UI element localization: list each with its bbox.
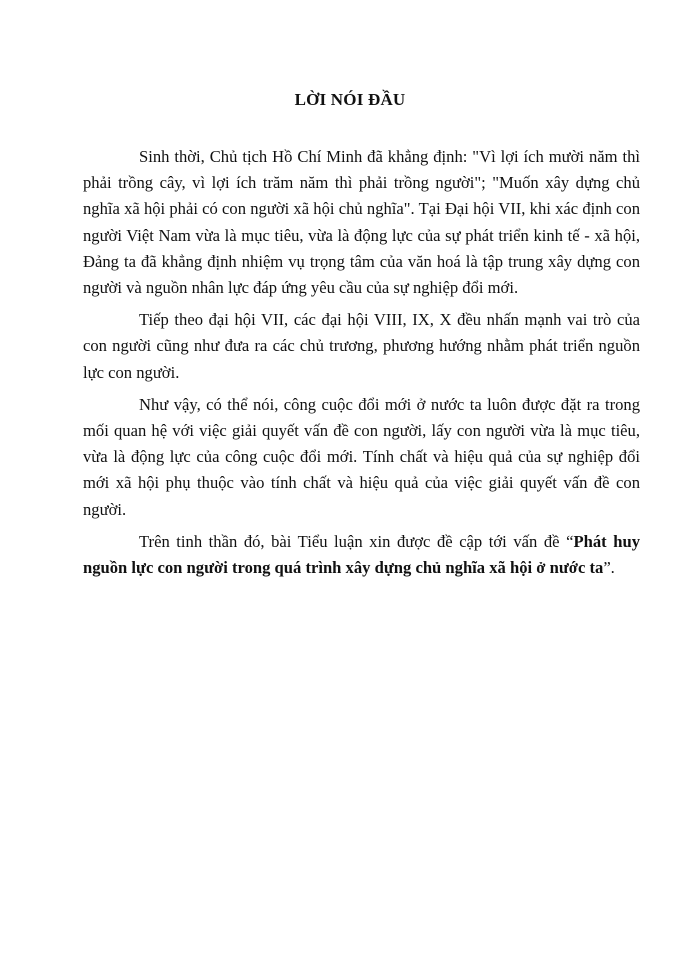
paragraph-4-open-quote: “ [566,531,574,551]
page-title: LỜI NÓI ĐẦU [294,90,406,109]
paragraph-4-topic: Phát huy nguồn lực con người trong quá trình xây dựng chủ nghĩa xã hội ở nước ta [83,531,640,578]
paragraph-4 [83,529,640,581]
paragraph-2: Tiếp theo đại hội VII, các đại hội VIII, IX, X đều nhấn mạnh vai trò của con người cũng như đưa ra các chủ trương, phương hướng nhằm phát triển nguồn lực con người. [83,310,640,382]
paragraph-1: Sinh thời, Chủ tịch Hồ Chí Minh đã khẳng định: "Vì lợi ích mười năm thì phải trồng cây, vì lợi ích trăm năm thì phải trồng người"; "Muốn xây dựng chủ nghĩa xã hội phải có con người xã hội chủ nghĩa". Tại Đại hội VII, khi xác định con người Việt Nam vừa là mục tiêu, vừa là động lực của sự phát triển kinh tế - xã hội, Đảng ta đã khẳng định nhiệm vụ trọng tâm của văn hoá là tập trung xây dựng con người và nguồn nhân lực đáp ứng yêu cầu của sự nghiệp đổi mới. [83,147,640,298]
paragraph-4-intro: Trên tinh thần đó, bài Tiểu luận xin được đề cập tới vấn đề [139,531,567,551]
document-body [83,144,640,587]
paragraph-4-close-quote: ”. [603,558,615,578]
paragraph-3: Như vậy, có thể nói, công cuộc đổi mới ở nước ta luôn được đặt ra trong mối quan hệ với việc giải quyết vấn đề con người, lấy con người vừa là mục tiêu, vừa là động lực của công cuộc đổi mới. Tính chất và hiệu quả của sự nghiệp đổi mới xã hội phụ thuộc vào tính chất và hiệu quả của việc giải quyết vấn đề con người. [83,394,640,519]
